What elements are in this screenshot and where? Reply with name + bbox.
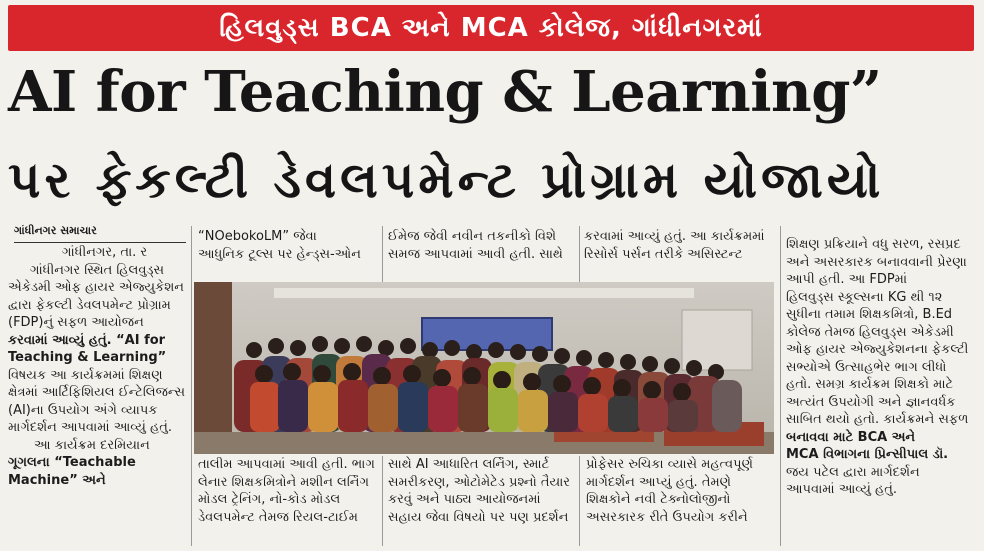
- article-column-mid1-top: [198, 228, 382, 268]
- text-line: તાલીમ આપવામાં આવી હતી. ભાગ: [198, 457, 375, 472]
- text-line: આપી હતી. આ FDPમાં: [786, 272, 908, 287]
- headline-banner: [8, 5, 974, 51]
- text-line: ગૂગલના “Teachable: [8, 455, 136, 470]
- text-line: “NOebokoLM” જેવા: [198, 229, 317, 244]
- text-line: (FDP)નું સફળ આયોજન: [8, 315, 144, 330]
- group-photo-illustration: [194, 282, 774, 454]
- text-line: પ્રોફેસર રુચિકા વ્યાસે મહત્વપૂર્ણ: [586, 457, 753, 472]
- column-divider: [191, 226, 192, 546]
- article-column-mid3-top: [584, 228, 780, 268]
- text-line: સાથે AI આધારિત લર્નિંગ, સ્માર્ટ: [388, 457, 550, 472]
- text-line: ડેવલપમેન્ટ તેમજ રિયલ-ટાઈમ: [198, 509, 358, 525]
- text-line: MCA વિભાગના પ્રિન્સીપાલ ડૉ.: [786, 447, 949, 462]
- text-line: લેનાર શિક્ષકમિત્રોને મશીન લર્નિંગ: [198, 474, 369, 490]
- headline-gujarati: પર ફેકલ્ટી ડેવલપમેન્ટ પ્રોગ્રામ યોજાયો: [8, 151, 885, 209]
- text-line: સમરીકરણ, ઓટોમેટેડ પ્રશ્નો તૈયાર: [388, 474, 571, 490]
- text-line: અને અસરકારક બનાવવાની પ્રેરણા: [786, 254, 967, 270]
- text-line: આપવામાં આવ્યું હતું.: [786, 482, 898, 497]
- text-line: હતો. સમગ્ર કાર્યક્રમ શિક્ષકો માટે: [786, 377, 954, 392]
- headline-english: AI for Teaching & Learning”: [8, 59, 882, 125]
- column-divider: [780, 226, 781, 546]
- text-line: શિક્ષકોને નવી ટેક્નોલોજીનો: [586, 492, 731, 507]
- text-line: મોડલ ટ્રેનિંગ, નો-કોડ મોડલ: [198, 492, 341, 507]
- article-column-right: [786, 236, 976, 548]
- text-line: ઈમેજ જેવી નવીન તકનીકો વિશે: [388, 229, 557, 244]
- text-line: ક્ષેત્રમાં આર્ટિફિશિયલ ઈન્ટેલિજન્સ: [8, 385, 185, 400]
- text-line: અસરકારક રીતે ઉપયોગ કરીને: [586, 509, 748, 525]
- text-line: એકેડમી ઓફ હાયર એજ્યુકેશન: [8, 280, 184, 295]
- text-line: અત્યંત ઉપયોગી અને જ્ઞાનવર્ધક: [786, 394, 956, 410]
- text-line: આધુનિક ટૂલ્સ પર હેન્ડ્સ-ઓન: [198, 246, 361, 262]
- text-line: Teaching & Learning”: [8, 350, 167, 365]
- byline: ગાંધીનગર સમાચાર: [14, 224, 186, 243]
- text-line: જય પટેલ દ્વારા માર્ગદર્શન: [786, 464, 920, 480]
- text-line: (AI)ના ઉપયોગ અંગે વ્યાપક: [8, 402, 158, 418]
- column-divider: [382, 226, 383, 282]
- text-line: સભ્યોએ ઉત્સાહભેર ભાગ લીધો: [786, 359, 947, 375]
- column-divider: [382, 456, 383, 546]
- text-line: કરવામાં આવ્યું હતું. આ કાર્યક્રમમાં: [584, 229, 765, 244]
- text-line: રિસોર્સ પર્સન તરીકે અસિસ્ટન્ટ: [584, 246, 743, 262]
- article-column-mid2-bottom: [388, 456, 576, 546]
- text-line: ઓફ હાયર એજ્યુકેશનના ફેકલ્ટી: [786, 342, 969, 357]
- text-line: માર્ગદર્શન આપ્યું હતું. તેમણે: [586, 474, 731, 490]
- article-column-mid3-bottom: [586, 456, 778, 546]
- article-column-left: [8, 244, 190, 544]
- text-line: વિષયક આ કાર્યક્રમમાં શિક્ષણ: [8, 367, 163, 383]
- text-line: કરવું અને પાઠ્ય આયોજનમાં: [388, 492, 541, 507]
- column-divider: [579, 456, 580, 546]
- group-photo: [194, 282, 774, 454]
- text-line: આ કાર્યક્રમ દરમિયાન: [34, 437, 150, 453]
- text-line: સમજ આપવામાં આવી હતી. સાથે: [388, 246, 563, 262]
- text-line: સહાય જેવા વિષયો પર પણ પ્રદર્શન: [388, 509, 569, 525]
- text-line: બનાવવા માટે BCA અને: [786, 429, 916, 445]
- text-line: દ્વારા ફેકલ્ટી ડેવલપમેન્ટ પ્રોગ્રામ: [8, 297, 171, 313]
- text-line: કોલેજ તેમજ હિલવુડ્સ એકેડમી: [786, 324, 954, 340]
- text-line: ગાંધીનગર સ્થિત હિલવુડ્સ: [30, 262, 165, 278]
- text-line: સુધીના તમામ શિક્ષકમિત્રો, B.Ed: [786, 307, 953, 322]
- banner-text: હિલવુડ્સ BCA અને MCA કોલેજ, ગાંધીનગરમાં: [219, 12, 763, 43]
- text-line: કરવામાં આવ્યું હતું. “AI for: [8, 332, 166, 348]
- text-line: Machine” અને: [8, 472, 106, 488]
- text-line: ગાંધીનગર, તા. ર: [62, 245, 148, 260]
- text-line: સાબિત થયો હતો. કાર્યક્રમને સફળ: [786, 412, 969, 427]
- text-line: માર્ગદર્શન આપવામાં આવ્યું હતું.: [8, 420, 173, 435]
- column-divider: [579, 226, 580, 282]
- article-column-mid2-top: [388, 228, 574, 268]
- text-line: હિલવુડ્સ સ્કૂલ્સના KG થી ૧૨: [786, 289, 943, 305]
- text-line: શિક્ષણ પ્રક્રિયાને વધુ સરળ, રસપ્રદ: [786, 237, 961, 252]
- article-column-mid1-bottom: [198, 456, 382, 546]
